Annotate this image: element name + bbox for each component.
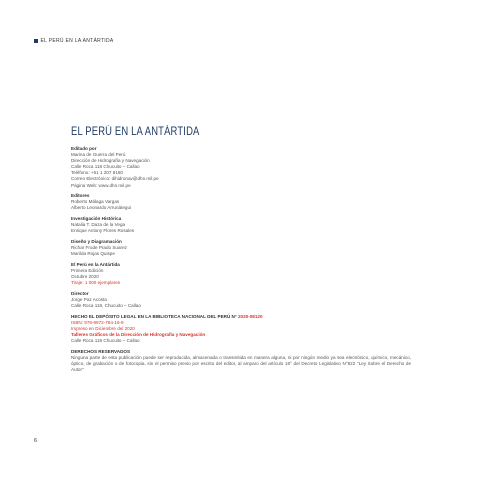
edicion-section bbox=[71, 262, 411, 286]
running-head-text: EL PERÚ EN LA ANTÁRTIDA bbox=[40, 38, 114, 44]
impreso-line: Impreso en Diciembre del 2020 bbox=[71, 325, 135, 331]
page-title: EL PERÚ EN LA ANTÁRTIDA bbox=[71, 126, 200, 138]
page-number: 6 bbox=[34, 438, 38, 444]
running-head bbox=[34, 38, 114, 44]
editado-heading: Editado por bbox=[71, 146, 97, 151]
diseno-heading: Diseño y Diagramación bbox=[71, 239, 122, 244]
investigacion-line: Enrique Antony Flores Rosales bbox=[71, 228, 135, 234]
talleres-line: Talleres Gráficos de la Dirección de Hidrografía y Navegación bbox=[71, 332, 206, 337]
editores-section bbox=[71, 193, 411, 211]
isbn-line: ISBN: 978-9972-784-16-9 bbox=[71, 319, 124, 325]
derechos-text: Ninguna parte de esta publicación puede ser reproducida, almacenada o transmitida en manera alguna, ni por ningún medio ya sea electrónico, químico, mecánico, óptico, de grabación o de fotocopia, sin el permiso previo por escrito del editor, al amparo del artículo 18° del Decreto Legislativo N°822 "Ley Sobre el Derecho de Autor" bbox=[71, 354, 411, 373]
derechos-section bbox=[71, 349, 411, 373]
editores-line: Roberto Málaga Vargas bbox=[71, 199, 120, 205]
derechos-heading: DERECHOS RESERVADOS bbox=[71, 348, 131, 354]
editado-line: Marina de Guerra del Perú bbox=[71, 152, 126, 158]
editado-line: Calle Roca 118 Chucuito – Callao bbox=[71, 164, 140, 170]
director-section bbox=[71, 291, 411, 309]
investigacion-section bbox=[71, 216, 411, 234]
edicion-line: Octubre 2020 bbox=[71, 274, 99, 280]
editores-heading: Editores bbox=[71, 193, 90, 199]
deposito-heading-text: HECHO EL DEPÓSITO LEGAL EN LA BIBLIOTECA NACIONAL DEL PERÚ N° bbox=[71, 313, 238, 319]
editado-section bbox=[71, 146, 411, 189]
edicion-line: Primera Edición bbox=[71, 267, 104, 273]
tiraje-line: Tiraje: 1 000 ejemplares bbox=[71, 280, 121, 286]
investigacion-line: Natalia T. Daza de la Vega bbox=[71, 222, 126, 228]
director-line: Calle Roca 118, Chucuito – Callao bbox=[71, 303, 141, 309]
diseno-section bbox=[71, 239, 411, 257]
editores-line: Alberto Leonardo Arrunátegui bbox=[71, 205, 132, 211]
bullet-square-icon bbox=[34, 39, 38, 43]
director-heading: Director bbox=[71, 290, 89, 296]
deposito-section bbox=[71, 314, 411, 344]
investigacion-heading: Investigación Histórica bbox=[71, 216, 122, 222]
deposito-number: 2020-08120 bbox=[237, 313, 263, 319]
diseno-line: Richar Frode Prado Suarez bbox=[71, 245, 127, 251]
director-line: Jorge Paz Acosta bbox=[71, 296, 107, 302]
diseno-line: Marilda Rojas Quispe bbox=[71, 251, 115, 257]
editado-line: Teléfono: +51 1 207 8160 bbox=[71, 170, 123, 176]
deposito-address: Calle Roca 118 Chucuito – Callao bbox=[71, 338, 140, 344]
credits-column bbox=[71, 146, 411, 378]
editado-line: Dirección de Hidrografía y Navegación bbox=[71, 158, 150, 164]
edicion-heading: El Perú en la Antártida bbox=[71, 261, 120, 267]
editado-line: Correo Electrónico: dihidronav@dhn.mil.pe bbox=[71, 176, 159, 182]
editado-line: Página Web: www.dhn.mil.pe bbox=[71, 182, 131, 188]
